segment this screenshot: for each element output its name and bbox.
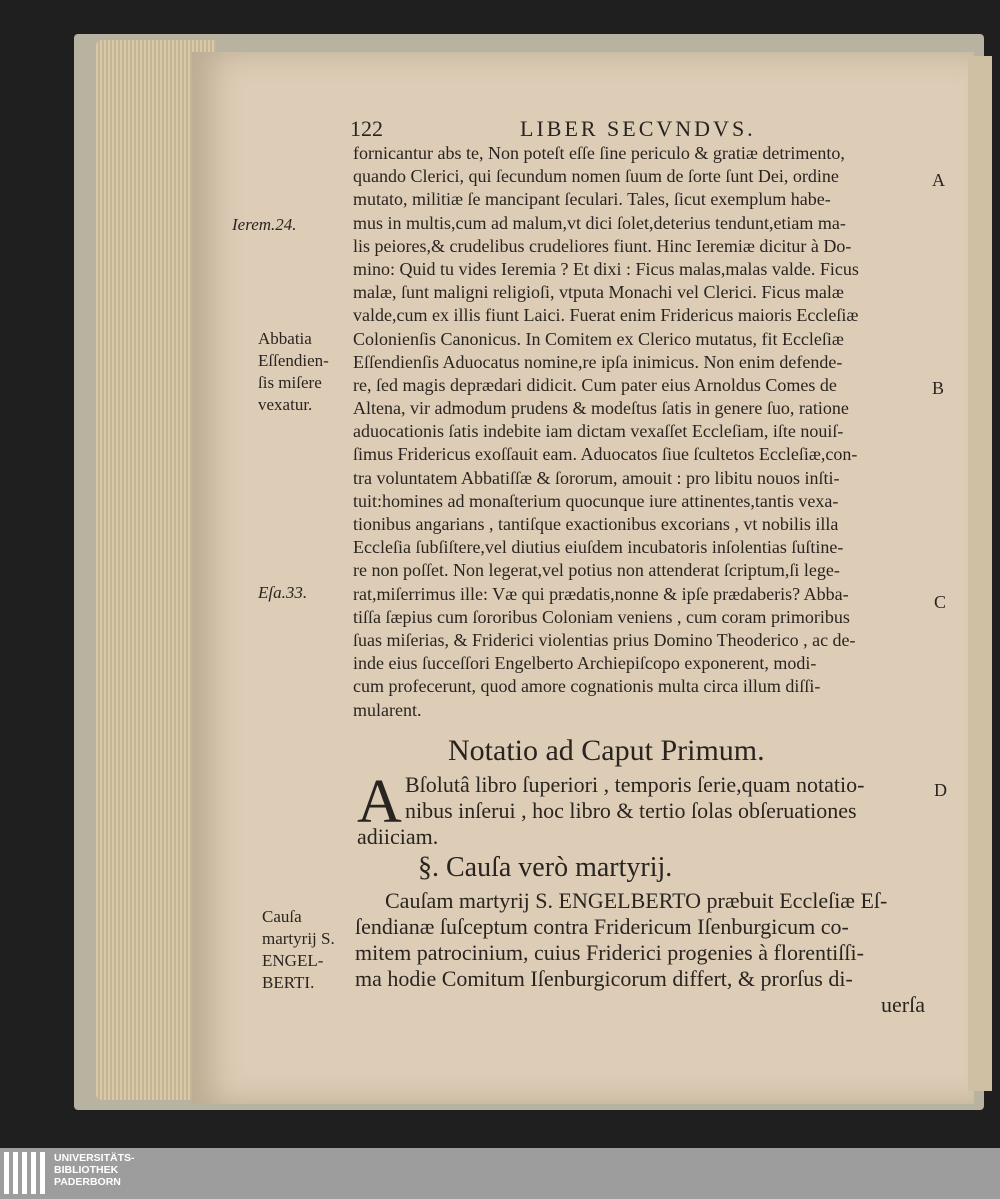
notatio-paragraph [357,768,937,850]
section-letter-d: D [934,780,947,800]
body-line: cum profecerunt, quod amore cognationis multa circa illum diſſi- [353,676,821,697]
page-number: 122 [350,116,383,141]
body-line: mularent. [353,699,422,720]
logo-line: PADERBORN [54,1176,121,1188]
margin-note-line: ENGEL- [262,951,324,970]
body-paragraph [353,142,943,722]
body-line: tionibus angarians , tantiſque exactionibus excorians , vt nobilis illa [353,514,839,534]
margin-note-esa: Eſa.33. [258,583,308,602]
notatio-line: Bſolutâ libro ſuperiori , temporis ſerie,quam notatio- [405,772,865,797]
causa-line: Cauſam martyrij S. ENGELBERTO præbuit Eccleſiæ Eſ- [385,888,888,913]
body-line: malæ, ſunt maligni religioſi, vtputa Monachi vel Clerici. Ficus malæ [353,282,844,303]
body-line: re non poſſet. Non legerat,vel potius non attenderat ſcriptum,ſi lege- [353,560,840,581]
margin-note-abbatia [258,328,329,416]
logo-line: UNIVERSITÄTS- [54,1152,135,1164]
body-line: Eccleſia ſubſiſtere,vel diutius eiuſdem incubatoris inſolentias ſuſtine- [353,537,844,558]
body-line: lis peiores,& crudelibus crudeliores fiunt. Hinc Ieremiæ dicitur à Do- [353,235,852,256]
margin-note-ierem: Ierem.24. [232,215,297,234]
footer-bar [0,1148,1000,1199]
drop-cap: A [357,768,402,836]
body-line: valde,cum ex illis fiunt Laici. Fuerat enim Fridericus maioris Eccleſiæ [353,305,859,326]
body-line: rat,miſerrimus ille: Væ qui prædatis,nonne & ipſe prædaberis? Abba- [353,583,849,604]
body-line: mutato, militiæ ſe mancipant ſeculari. Tales, ſicut exemplum habe- [353,189,831,210]
body-line: re, ſed magis deprædari didicit. Cum pater eius Arnoldus Comes de [353,374,837,395]
causa-line: mitem patrocinium, cuius Friderici progenies à florentiſſi- [355,940,864,965]
library-logo-text [54,1152,135,1188]
margin-note-line: vexatur. [258,395,313,414]
body-line: tiſſa ſæpius cum ſororibus Coloniam veniens , cum coram primoribus [353,606,850,627]
body-line: mino: Quid tu vides Ieremia ? Et dixi : Ficus malas,malas valde. Ficus [353,258,859,279]
notatio-line: adiiciam. [357,824,439,849]
body-line: Colonienſis Canonicus. In Comitem ex Clerico mutatus, fit Eccleſiæ [353,328,844,349]
body-line: tra voluntatem Abbatiſſæ & ſororum, amouit : pro libitu nouos inſti- [353,467,840,488]
margin-note-line: BERTI. [262,973,315,992]
body-line: quando Clerici, qui ſecundum nomen ſuum de ſorte ſunt Dei, ordine [353,166,839,187]
body-line: aduocationis ſatis indebite iam dictam vexaſſet Eccleſiam, iſte nouiſ- [353,421,844,442]
section-heading: Notatio ad Caput Primum. [448,734,765,767]
margin-note-line: Cauſa [262,907,302,926]
section-letter-a: A [932,170,945,190]
library-logo-icon [4,1152,46,1194]
section-letter-b: B [932,378,945,398]
body-line: Eſſendienſis Aduocatus nomine,re ipſa inimicus. Non enim defende- [353,351,843,372]
page-right-edge [968,56,992,1091]
subsection-heading: §. Cauſa verò martyrij. [418,852,673,883]
body-line: mus in multis,cum ad malum,vt dici ſolet,deterius tendunt,etiam ma- [353,212,846,233]
margin-note-causa [262,906,335,994]
margin-note-line: Eſſendien- [258,351,329,370]
body-line: Altena, vir admodum prudens & modeſtus ſatis in genere ſuo, ratione [353,398,849,419]
logo-line: BIBLIOTHEK [54,1164,119,1176]
body-line: ſimus Fridericus exoſſauit eam. Aduocatos ſiue ſcultetos Eccleſiæ,con- [353,444,858,465]
section-letter-c: C [934,592,947,612]
causa-line: ſendianæ ſuſceptum contra Fridericum Iſenburgicum co- [355,914,849,939]
body-line: fornicantur abs te, Non poteſt eſſe ſine periculo & gratiæ detrimento, [353,143,845,163]
causa-line: uerſa [881,992,925,1017]
body-line: inde eius ſucceſſori Engelberto Archiepiſcopo exponerent, modi- [353,653,817,674]
notatio-line: nibus inſerui , hoc libro & tertio ſolas obſeruationes [405,798,857,823]
body-line: ſuas miſerias, & Friderici violentias prius Domino Theoderico , ac de- [353,629,856,650]
margin-note-line: Abbatia [258,329,312,348]
causa-line: ma hodie Comitum Iſenburgicorum differt, & prorſus di- [355,966,853,991]
body-line: tuit:homines ad monaſterium quocunque iure attinentes,tantis vexa- [353,490,839,511]
margin-note-line: ſis miſere [258,373,322,392]
margin-note-line: martyrij S. [262,929,335,948]
running-title: LIBER SECVNDVS. [520,116,756,141]
causa-paragraph [355,888,945,1018]
